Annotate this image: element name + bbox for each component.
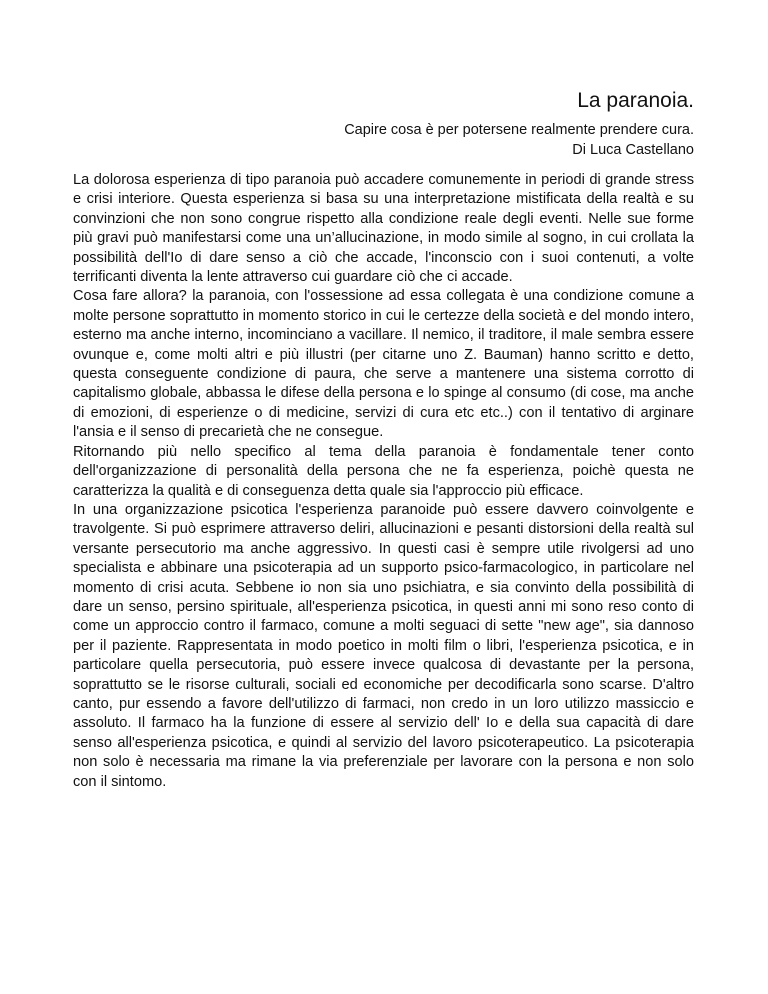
paragraph-1: La dolorosa esperienza di tipo paranoia può accadere comunemente in periodi di grande stress e crisi interiore. Questa esperienza si basa su una interpretazione mistificata della realtà e su convinzioni che non sono congrue rispetto alla condizione reale degli eventi. Nelle sue forme più gravi può manifestarsi come una un’allucinazione, in modo simile al sogno, in cui crollata la possibilità dell'Io di dare senso a ciò che accade, l'inconscio con i suoi contenuti, a volte terrificanti diventa la lente attraverso cui guardare ciò che ci accade. <box>73 172 694 286</box>
page-title: La paranoia. <box>577 89 694 112</box>
document-header <box>200 88 694 160</box>
paragraph-3: Ritornando più nello specifico al tema della paranoia è fondamentale tener conto dell'organizzazione di personalità della persona che ne fa esperienza, poichè questa ne caratterizza la qualità e di conseguenza detta quale sia l'approccio più efficace. <box>73 443 694 499</box>
author-line: Di Luca Castellano <box>572 142 694 158</box>
paragraph-2: Cosa fare allora? la paranoia, con l'ossessione ad essa collegata è una condizione comune a molte persone soprattutto in momento storico in cui le certezze della società e del mondo intero, esterno ma anche interno, incominciano a vacillare. Il nemico, il traditore, il male sembra essere ovunque e, come molti altri e più illustri (per citarne uno Z. Bauman) hanno scritto e detto, questa conseguente condizione di paura, che serve a mantenere una sistema corrotto di capitalismo globale, abbassa le difese della persona e lo spinge al consumo (di cose, ma anche di emozioni, di esperienze o di medicine, servizi di cura etc etc..) con il tentativo di arginare l'ansia e il senso di precarietà che ne consegue. <box>73 288 694 441</box>
paragraph-4: In una organizzazione psicotica l'esperienza paranoide può essere davvero coinvolgente e travolgente. Si può esprimere attraverso deliri, allucinazioni e pesanti distorsioni della realtà sul versante persecutorio ma anche aggressivo. In questi casi è sempre utile rivolgersi ad uno specialista e abbinare una psicoterapia ad un supporto psico-farmacologico, in particolare nel momento di crisi acuta. Sebbene io non sia uno psichiatra, e sia convinto della possibilità di dare un senso, persino spirituale, all'esperienza psicotica, in questi anni mi sono reso conto di come un approccio contro il farmaco, comune a molti seguaci di sette "new age", sia dannoso per il paziente. Rappresentata in modo poetico in molti film o libri, l'esperienza psicotica, e in particolare quella persecutoria, può essere invece qualcosa di devastante per la persona, soprattutto se le risorse culturali, sociali ed economiche per decodificarla sono scarse. D'altro canto, pur essendo a favore dell'utilizzo di farmaci, non credo in un loro utilizzo massiccio e assoluto. Il farmaco ha la funzione di essere al servizio dell' Io e della sua capacità di dare senso all'esperienza psicotica, e quindi al servizio del lavoro psicoterapeutico. La psicoterapia non solo è necessaria ma rimane la via preferenziale per lavorare con la persona e non solo con il sintomo. <box>73 501 694 790</box>
page-subtitle: Capire cosa è per potersene realmente prendere cura. <box>344 122 694 138</box>
article-body <box>73 171 694 792</box>
